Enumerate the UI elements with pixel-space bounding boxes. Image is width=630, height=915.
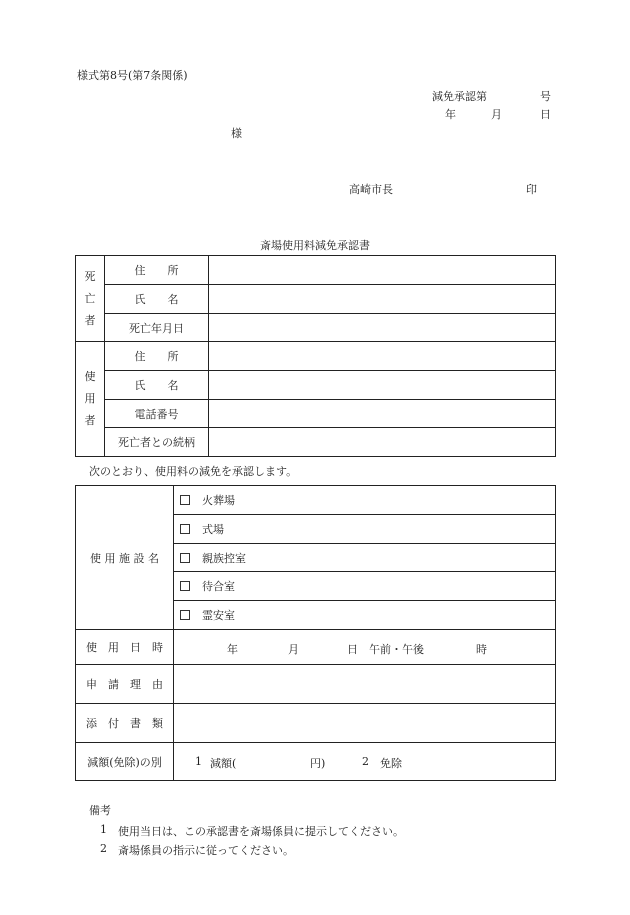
reason-field[interactable]: [174, 665, 556, 704]
user-group-label: 使 用 者: [76, 342, 105, 457]
usage-table: [75, 485, 556, 781]
facility-option-crematorium[interactable]: 火葬場: [174, 486, 556, 515]
seal-mark: 印: [526, 183, 537, 196]
user-relation-field[interactable]: [209, 428, 556, 457]
death-date-field[interactable]: [209, 314, 556, 342]
reduction-type-label: 減額(免除)の別: [76, 743, 174, 781]
facility-option-waiting-room[interactable]: 待合室: [174, 572, 556, 601]
deceased-name-field[interactable]: [209, 285, 556, 314]
user-address-field[interactable]: [209, 342, 556, 371]
facility-label: 使 用 施 設 名: [76, 486, 174, 630]
user-phone-label: 電話番号: [105, 400, 209, 428]
remark-2-number: 2: [100, 842, 107, 855]
approval-number-suffix: 号: [540, 90, 551, 103]
user-name-field[interactable]: [209, 371, 556, 400]
user-relation-label: 死亡者との続柄: [105, 428, 209, 457]
deceased-address-field[interactable]: [209, 256, 556, 285]
remark-2-text: 斎場係員の指示に従ってください。: [118, 844, 294, 857]
facility-option-family-room[interactable]: 親族控室: [174, 544, 556, 572]
issuer-name: 高崎市長: [349, 183, 393, 196]
facility-option-ceremony-hall[interactable]: 式場: [174, 515, 556, 544]
deceased-name-label: 氏 名: [105, 285, 209, 314]
attachments-label: 添 付 書 類: [76, 704, 174, 743]
checkbox-icon: [180, 581, 190, 591]
user-address-label: 住 所: [105, 342, 209, 371]
deceased-group-label: 死 亡 者: [76, 256, 105, 342]
reason-label: 申 請 理 由: [76, 665, 174, 704]
remarks-title: 備考: [89, 804, 111, 817]
applicant-table: [75, 255, 556, 457]
user-phone-field[interactable]: [209, 400, 556, 428]
facility-option-mortuary[interactable]: 霊安室: [174, 601, 556, 630]
addressee-suffix: 様: [231, 127, 242, 140]
checkbox-icon: [180, 553, 190, 563]
attachments-field[interactable]: [174, 704, 556, 743]
user-name-label: 氏 名: [105, 371, 209, 400]
deceased-address-label: 住 所: [105, 256, 209, 285]
document-title: 斎場使用料減免承認書: [260, 239, 370, 252]
issue-day-label: 日: [540, 108, 551, 121]
approval-number-prefix: 減免承認第: [432, 90, 487, 103]
checkbox-icon: [180, 495, 190, 505]
usage-datetime-label: 使 用 日 時: [76, 630, 174, 665]
approval-statement: 次のとおり、使用料の減免を承認します。: [89, 465, 298, 478]
checkbox-icon: [180, 524, 190, 534]
issue-month-label: 月: [491, 108, 502, 121]
checkbox-icon: [180, 610, 190, 620]
form-number: 様式第8号(第7条関係): [77, 69, 188, 82]
issue-year-label: 年: [445, 108, 456, 121]
remark-1-text: 使用当日は、この承認書を斎場係員に提示してください。: [118, 825, 404, 838]
usage-datetime-field[interactable]: 年 月 日 午前・午後 時: [174, 630, 556, 665]
reduction-type-field[interactable]: 1 減額( 円) 2 免除: [174, 743, 556, 781]
remark-1-number: 1: [100, 823, 107, 836]
death-date-label: 死亡年月日: [105, 314, 209, 342]
